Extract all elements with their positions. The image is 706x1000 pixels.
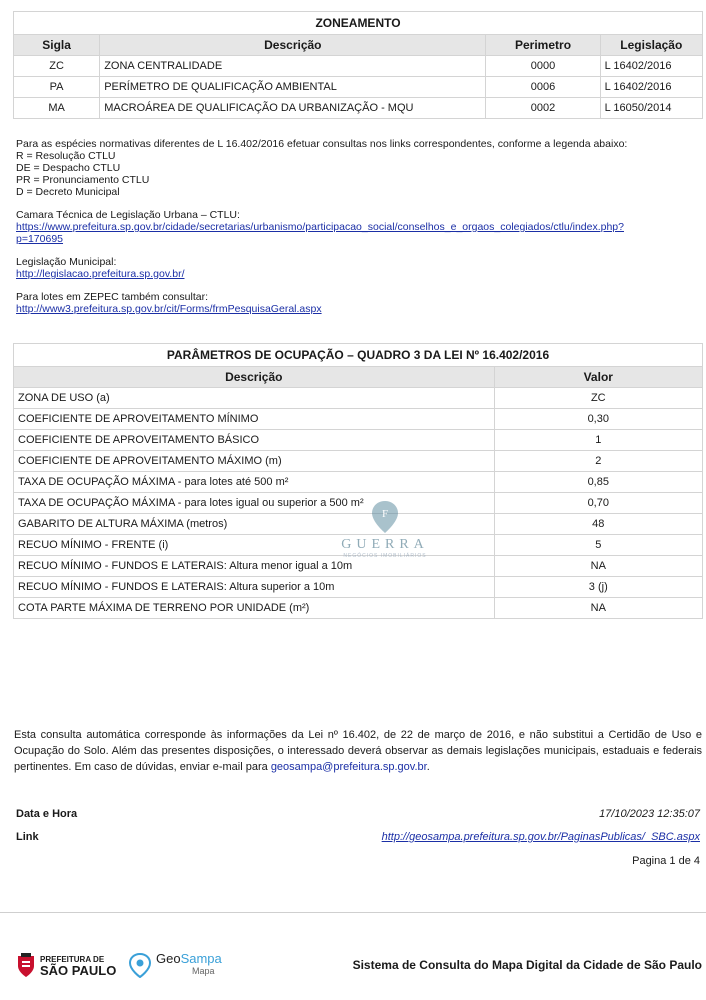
prefeitura-line1: PREFEITURA DE <box>40 955 105 964</box>
page-number: Pagina 1 de 4 <box>632 855 700 867</box>
cell-legislacao: L 16050/2014 <box>600 98 702 119</box>
date-value: 17/10/2023 12:35:07 <box>599 808 700 820</box>
parametros-title: PARÂMETROS DE OCUPAÇÃO – QUADRO 3 DA LEI Nº 16.402/2016 <box>14 344 703 367</box>
zoneamento-table <box>13 11 703 119</box>
cell-sigla: ZC <box>14 56 100 77</box>
geosampa-logo <box>128 952 222 978</box>
param-desc: RECUO MÍNIMO - FRENTE (i) <box>14 535 495 556</box>
zoneamento-title: ZONEAMENTO <box>14 12 703 35</box>
email-link[interactable]: geosampa@prefeitura.sp.gov.br <box>270 761 427 773</box>
geosampa-sub: Mapa <box>192 966 215 976</box>
legend-item: R = Resolução CTLU <box>16 150 116 162</box>
sao-paulo-crest-icon <box>16 952 36 978</box>
table-row <box>14 77 703 98</box>
svg-text:F: F <box>381 508 389 520</box>
param-valor: 0,85 <box>494 472 702 493</box>
param-desc: COEFICIENTE DE APROVEITAMENTO MÍNIMO <box>14 409 495 430</box>
watermark-tagline: NEGÓCIOS IMOBILIÁRIOS <box>343 553 427 559</box>
geosampa-geo: Geo <box>156 951 181 966</box>
col-valor: Valor <box>494 367 702 388</box>
legislacao-link[interactable]: http://legislacao.prefeitura.sp.gov.br/ <box>16 268 185 280</box>
link-label: Link <box>16 831 39 843</box>
param-valor: 0,70 <box>494 493 702 514</box>
param-valor: 5 <box>494 535 702 556</box>
legend-item: PR = Pronunciamento CTLU <box>16 174 150 186</box>
cell-descricao: ZONA CENTRALIDADE <box>100 56 486 77</box>
param-desc: COEFICIENTE DE APROVEITAMENTO MÁXIMO (m) <box>14 451 495 472</box>
param-desc: RECUO MÍNIMO - FUNDOS E LATERAIS: Altura menor igual a 10m <box>14 556 495 577</box>
date-label: Data e Hora <box>16 808 78 820</box>
geosampa-pin-icon <box>128 952 152 978</box>
param-desc: ZONA DE USO (a) <box>14 388 495 409</box>
cell-legislacao: L 16402/2016 <box>600 56 702 77</box>
cell-descricao: MACROÁREA DE QUALIFICAÇÃO DA URBANIZAÇÃO - MQU <box>100 98 486 119</box>
param-valor: 3 (j) <box>494 577 702 598</box>
cell-perimetro: 0002 <box>486 98 600 119</box>
param-valor: ZC <box>494 388 702 409</box>
prefeitura-line2: SÃO PAULO <box>40 963 117 978</box>
param-valor: NA <box>494 598 702 619</box>
col-descricao: Descrição <box>14 367 495 388</box>
param-desc: GABARITO DE ALTURA MÁXIMA (metros) <box>14 514 495 535</box>
legend-item: D = Decreto Municipal <box>16 186 120 198</box>
param-desc: COTA PARTE MÁXIMA DE TERRENO POR UNIDADE (m²) <box>14 598 495 619</box>
zepec-link[interactable]: http://www3.prefeitura.sp.gov.br/cit/Forms/frmPesquisaGeral.aspx <box>16 303 322 315</box>
table-row <box>14 56 703 77</box>
param-valor: 1 <box>494 430 702 451</box>
prefeitura-logo <box>16 952 116 978</box>
param-valor: 2 <box>494 451 702 472</box>
param-desc: TAXA DE OCUPAÇÃO MÁXIMA - para lotes igual ou superior a 500 m² <box>14 493 495 514</box>
legislacao-label: Legislação Municipal: <box>16 256 117 268</box>
ctlu-link[interactable]: https://www.prefeitura.sp.gov.br/cidade/secretarias/urbanismo/participacao_social/conselhos_e_orgaos_colegiados/ctlu/index.php? p=170695 <box>16 221 624 245</box>
param-valor: 0,30 <box>494 409 702 430</box>
cell-perimetro: 0000 <box>486 56 600 77</box>
col-perimetro: Perimetro <box>486 35 600 56</box>
param-desc: RECUO MÍNIMO - FUNDOS E LATERAIS: Altura superior a 10m <box>14 577 495 598</box>
footer-divider <box>0 912 706 913</box>
param-valor: 48 <box>494 514 702 535</box>
table-row <box>14 451 703 472</box>
ctlu-label: Camara Técnica de Legislação Urbana – CTLU: <box>16 209 240 221</box>
col-descricao: Descrição <box>100 35 486 56</box>
map-pin-icon <box>370 500 400 534</box>
table-row <box>14 598 703 619</box>
cell-sigla: MA <box>14 98 100 119</box>
table-row <box>14 409 703 430</box>
table-row <box>14 577 703 598</box>
system-title: Sistema de Consulta do Mapa Digital da Cidade de São Paulo <box>352 958 702 972</box>
param-valor: NA <box>494 556 702 577</box>
source-link[interactable]: http://geosampa.prefeitura.sp.gov.br/PaginasPublicas/_SBC.aspx <box>381 831 700 843</box>
param-desc: COEFICIENTE DE APROVEITAMENTO BÁSICO <box>14 430 495 451</box>
col-legislacao: Legislação <box>600 35 702 56</box>
legend-item: DE = Despacho CTLU <box>16 162 121 174</box>
parametros-table <box>13 343 703 619</box>
legend-intro: Para as espécies normativas diferentes de L 16.402/2016 efetuar consultas nos links correspondentes, conforme a legenda abaixo: <box>16 138 628 150</box>
cell-legislacao: L 16402/2016 <box>600 77 702 98</box>
guerra-watermark <box>330 500 440 559</box>
table-row <box>14 472 703 493</box>
cell-sigla: PA <box>14 77 100 98</box>
cell-descricao: PERÍMETRO DE QUALIFICAÇÃO AMBIENTAL <box>100 77 486 98</box>
table-row <box>14 430 703 451</box>
col-sigla: Sigla <box>14 35 100 56</box>
cell-perimetro: 0006 <box>486 77 600 98</box>
table-row <box>14 98 703 119</box>
disclaimer-text: Esta consulta automática corresponde às informações da Lei nº 16.402, de 22 de março de 2016, e não substitui a Certidão de Uso e Ocupação do Solo. Além das presentes disposições, o interessado deverá observar as demais legislações municipais, estaduais e federais pertinentes. Em caso de dúvidas, enviar e-mail para <box>14 729 702 773</box>
table-row <box>14 388 703 409</box>
zepec-label: Para lotes em ZEPEC também consultar: <box>16 291 208 303</box>
param-desc: TAXA DE OCUPAÇÃO MÁXIMA - para lotes até 500 m² <box>14 472 495 493</box>
notes-section <box>16 138 696 326</box>
geosampa-sampa: Sampa <box>180 951 222 966</box>
watermark-name: GUERRA <box>341 537 429 552</box>
disclaimer: Esta consulta automática corresponde às informações da Lei nº 16.402, de 22 de março de 2016, e não substitui a Certidão de Uso e Ocupação do Solo. Além das presentes disposições, o interessado deverá observar as demais legislações municipais, estaduais e federais pertinentes. Em caso de dúvidas, enviar e-mail para geosampa@prefeitura.sp.gov.br. <box>14 729 702 773</box>
